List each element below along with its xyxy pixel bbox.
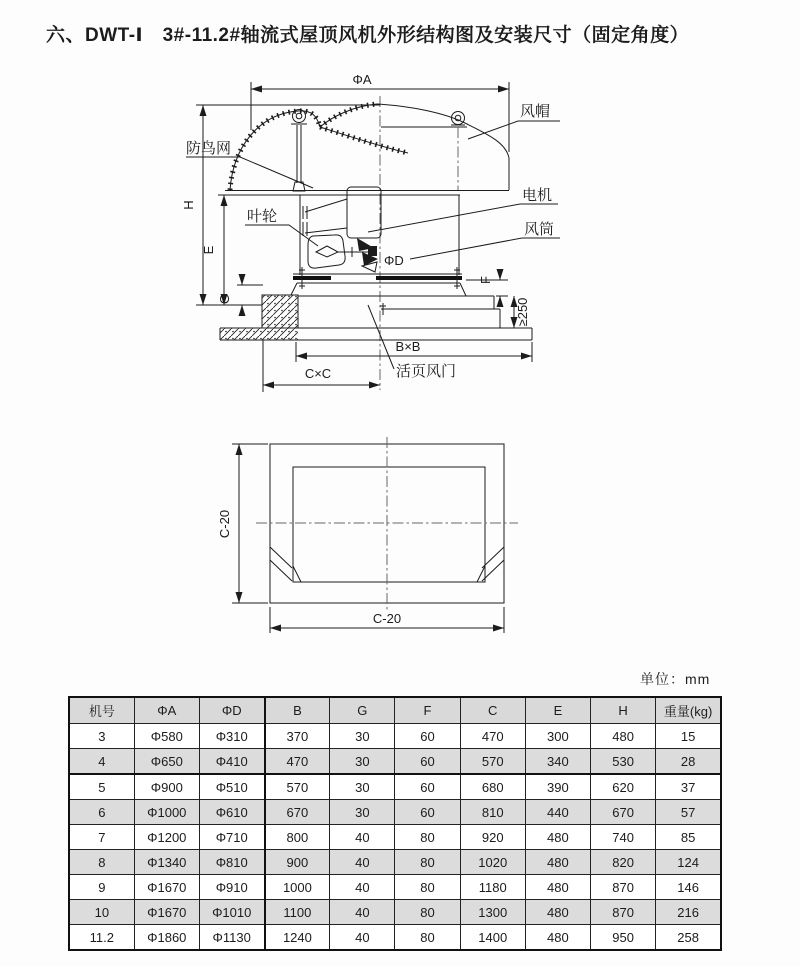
table-cell: 30 <box>330 724 395 749</box>
dim-BxB-label: B×B <box>395 339 421 354</box>
table-row <box>69 724 721 749</box>
table-cell: 480 <box>525 900 590 925</box>
table-cell: 40 <box>330 900 395 925</box>
table-cell: 870 <box>591 875 656 900</box>
table-cell: 620 <box>591 774 656 800</box>
eye-bolt-left <box>291 110 307 192</box>
flange <box>291 267 466 296</box>
table-header-cell: F <box>395 697 460 724</box>
svg-text:风帽: 风帽 <box>520 103 551 120</box>
table-cell: 30 <box>330 774 395 800</box>
spec-table <box>68 696 722 951</box>
svg-text:ΦD: ΦD <box>384 253 404 268</box>
table-cell: 80 <box>395 925 460 951</box>
table-cell: 950 <box>591 925 656 951</box>
dim-c20-v-label: C-20 <box>217 509 232 539</box>
table-cell: 30 <box>330 800 395 825</box>
table-cell: 4 <box>69 749 134 775</box>
table-cell: 9 <box>69 875 134 900</box>
dim-CxC-label: C×C <box>304 366 332 381</box>
dim-min250-label: ≥250 <box>515 297 530 327</box>
table-cell: 480 <box>591 724 656 749</box>
table-cell: Φ1670 <box>134 875 199 900</box>
table-cell: 10 <box>69 900 134 925</box>
page-title: 六、DWT-Ⅰ 3#-11.2#轴流式屋顶风机外形结构图及安装尺寸（固定角度） <box>46 25 690 46</box>
table-row <box>69 774 721 800</box>
table-cell: 28 <box>656 749 721 775</box>
table-cell: Φ410 <box>199 749 264 775</box>
table-cell: 8 <box>69 850 134 875</box>
table-header-cell: G <box>330 697 395 724</box>
table-cell: Φ1130 <box>199 925 264 951</box>
table-cell: 11.2 <box>69 925 134 951</box>
table-header-cell: 重量(kg) <box>656 697 721 724</box>
table-cell: 440 <box>525 800 590 825</box>
table-cell: 1000 <box>265 875 330 900</box>
table-cell: 60 <box>395 800 460 825</box>
dim-phiA-label: ΦA <box>352 72 372 87</box>
dimension-c20-horizontal <box>270 607 504 633</box>
unit-note: 单位：mm <box>640 671 711 687</box>
table-cell: 80 <box>395 900 460 925</box>
dimension-E <box>201 195 224 305</box>
table-cell: 370 <box>265 724 330 749</box>
table-cell: 820 <box>591 850 656 875</box>
impeller-shape <box>308 235 378 272</box>
label-wind-cap <box>468 103 560 139</box>
label-duct <box>410 221 560 259</box>
table-cell: 670 <box>591 800 656 825</box>
svg-text:防鸟网: 防鸟网 <box>186 140 232 157</box>
plan-view-drawing <box>217 437 518 633</box>
spec-table-body <box>69 724 721 951</box>
table-cell: 1300 <box>460 900 525 925</box>
table-cell: 480 <box>525 875 590 900</box>
table-cell: 80 <box>395 825 460 850</box>
table-header-cell: B <box>265 697 330 724</box>
table-cell: 40 <box>330 875 395 900</box>
table-cell: Φ810 <box>199 850 264 875</box>
table-row <box>69 825 721 850</box>
label-bird-net <box>186 140 313 188</box>
table-cell: 480 <box>525 825 590 850</box>
dim-F-label: F <box>478 276 493 284</box>
table-cell: Φ610 <box>199 800 264 825</box>
table-row <box>69 900 721 925</box>
table-cell: Φ1200 <box>134 825 199 850</box>
table-cell: 1020 <box>460 850 525 875</box>
table-header-cell: ΦD <box>199 697 264 724</box>
dim-H-label: H <box>181 200 196 210</box>
table-row <box>69 925 721 951</box>
table-row <box>69 800 721 825</box>
table-cell: Φ900 <box>134 774 199 800</box>
svg-text:电机: 电机 <box>522 187 553 204</box>
table-cell: 60 <box>395 724 460 749</box>
table-cell: 3 <box>69 724 134 749</box>
table-cell: 470 <box>460 724 525 749</box>
table-cell: 1100 <box>265 900 330 925</box>
dim-E-label: E <box>201 245 216 255</box>
table-row <box>69 749 721 775</box>
table-cell: 216 <box>656 900 721 925</box>
table-cell: Φ1860 <box>134 925 199 951</box>
label-phiD <box>384 253 404 268</box>
table-cell: 30 <box>330 749 395 775</box>
table-cell: 740 <box>591 825 656 850</box>
table-cell: 80 <box>395 875 460 900</box>
bird-net-dome <box>230 104 408 190</box>
table-cell: 340 <box>525 749 590 775</box>
table-cell: 300 <box>525 724 590 749</box>
table-cell: Φ1340 <box>134 850 199 875</box>
table-cell: Φ650 <box>134 749 199 775</box>
table-cell: 900 <box>265 850 330 875</box>
table-cell: 800 <box>265 825 330 850</box>
table-cell: 680 <box>460 774 525 800</box>
table-cell: 60 <box>395 749 460 775</box>
dimension-F <box>466 269 508 307</box>
svg-text:风筒: 风筒 <box>524 221 555 238</box>
table-cell: Φ310 <box>199 724 264 749</box>
table-cell: 15 <box>656 724 721 749</box>
table-cell: 470 <box>265 749 330 775</box>
table-cell: 1400 <box>460 925 525 951</box>
dim-G-label: G <box>217 293 232 305</box>
table-cell: 7 <box>69 825 134 850</box>
table-cell: 920 <box>460 825 525 850</box>
table-cell: 570 <box>265 774 330 800</box>
table-cell: 5 <box>69 774 134 800</box>
table-header-cell: 机号 <box>69 697 134 724</box>
table-cell: 40 <box>330 925 395 951</box>
table-cell: 1180 <box>460 875 525 900</box>
table-row <box>69 875 721 900</box>
table-header-cell: C <box>460 697 525 724</box>
dim-c20-h-label: C-20 <box>372 611 402 626</box>
table-cell: 40 <box>330 850 395 875</box>
table-cell: 530 <box>591 749 656 775</box>
table-cell: Φ910 <box>199 875 264 900</box>
table-cell: Φ580 <box>134 724 199 749</box>
table-cell: 40 <box>330 825 395 850</box>
table-header-row <box>69 697 721 724</box>
table-cell: 810 <box>460 800 525 825</box>
dimension-BxB <box>296 339 532 362</box>
table-cell: Φ1670 <box>134 900 199 925</box>
table-header-cell: ΦA <box>134 697 199 724</box>
svg-text:叶轮: 叶轮 <box>247 208 278 225</box>
table-header-cell: H <box>591 697 656 724</box>
table-cell: 570 <box>460 749 525 775</box>
table-cell: 480 <box>525 925 590 951</box>
table-cell: Φ510 <box>199 774 264 800</box>
table-cell: Φ1000 <box>134 800 199 825</box>
dimension-min250 <box>514 296 530 328</box>
front-view-drawing <box>181 72 560 392</box>
table-cell: 60 <box>395 774 460 800</box>
table-cell: Φ1010 <box>199 900 264 925</box>
table-cell: 390 <box>525 774 590 800</box>
table-cell: 670 <box>265 800 330 825</box>
base-structure <box>220 295 532 340</box>
table-cell: 258 <box>656 925 721 951</box>
table-cell: 124 <box>656 850 721 875</box>
table-cell: 85 <box>656 825 721 850</box>
dimension-CxC <box>263 340 380 392</box>
table-cell: 1240 <box>265 925 330 951</box>
table-row <box>69 850 721 875</box>
svg-text:活页风门: 活页风门 <box>396 363 457 380</box>
table-cell: 6 <box>69 800 134 825</box>
table-cell: 80 <box>395 850 460 875</box>
wind-cap-shape <box>377 104 509 190</box>
table-cell: 57 <box>656 800 721 825</box>
table-cell: 870 <box>591 900 656 925</box>
table-cell: 146 <box>656 875 721 900</box>
motor-struts <box>303 199 347 236</box>
table-cell: 480 <box>525 850 590 875</box>
table-cell: 37 <box>656 774 721 800</box>
table-cell: Φ710 <box>199 825 264 850</box>
table-header-cell: E <box>525 697 590 724</box>
